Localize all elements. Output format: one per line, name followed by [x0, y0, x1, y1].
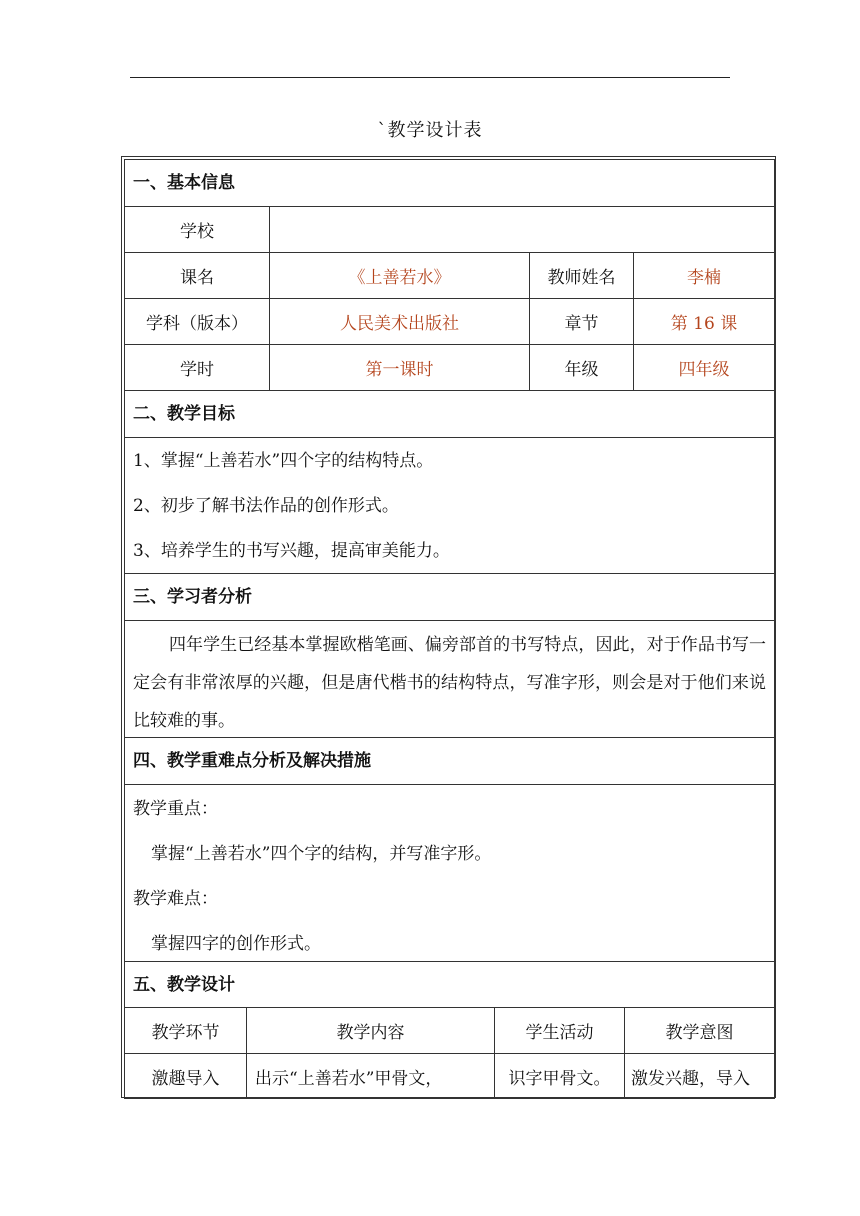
- section-learner-analysis-title: 三、学习者分析: [125, 574, 774, 621]
- row-subject: [125, 299, 774, 345]
- header-rule: [130, 77, 730, 78]
- objectives-body: [125, 438, 774, 574]
- grade-value: 四年级: [678, 360, 730, 380]
- header-stage: 教学环节: [125, 1008, 247, 1053]
- section-key-points-title: 四、教学重难点分析及解决措施: [125, 738, 774, 785]
- header-activity: 学生活动: [495, 1008, 625, 1053]
- subject-label: 学科（版本）: [125, 299, 270, 344]
- school-value: [270, 207, 774, 252]
- school-label: 学校: [125, 207, 270, 252]
- period-value: 第一课时: [270, 345, 530, 390]
- teacher-value: 李楠: [687, 268, 721, 288]
- section-teaching-design-title: 五、教学设计: [125, 962, 774, 1008]
- teacher-label: 教师姓名: [530, 253, 634, 298]
- key-point-text: 掌握“上善若水”四个字的结构，并写准字形。: [151, 844, 492, 864]
- design-header-row: [125, 1008, 774, 1054]
- chapter-value: 第 16 课: [670, 314, 738, 334]
- key-points-body: [125, 785, 774, 962]
- course-value: 《上善若水》: [270, 253, 530, 298]
- design-row: [125, 1054, 774, 1099]
- difficulty-text: 掌握四字的创作形式。: [151, 934, 321, 954]
- chapter-label: 章节: [530, 299, 634, 344]
- header-intent: 教学意图: [665, 1023, 734, 1043]
- row-course: [125, 253, 774, 299]
- section-objectives-title: 二、教学目标: [125, 391, 774, 438]
- subject-value: 人民美术出版社: [270, 299, 530, 344]
- design-activity: 识字甲骨文。: [495, 1054, 625, 1098]
- design-content: 出示“上善若水”甲骨文，: [247, 1054, 495, 1098]
- learner-analysis-body: [125, 621, 774, 738]
- difficulty-label: 教学难点：: [133, 889, 218, 909]
- design-stage: 激趣导入: [125, 1054, 247, 1098]
- key-point-label: 教学重点：: [133, 799, 218, 819]
- grade-label: 年级: [530, 345, 634, 390]
- header-content: 教学内容: [247, 1008, 495, 1053]
- period-label: 学时: [125, 345, 270, 390]
- course-label: 课名: [125, 253, 270, 298]
- objective-item: 3、培养学生的书写兴趣，提高审美能力。: [133, 541, 450, 561]
- row-period: [125, 345, 774, 391]
- learner-analysis-text: 四年学生已经基本掌握欧楷笔画、偏旁部首的书写特点，因此，对于作品书写一定会有非常浓厚的兴趣，但是唐代楷书的结构特点，写准字形，则会是对于他们来说比较难的事。: [133, 635, 766, 731]
- row-school: [125, 207, 774, 253]
- design-intent: 激发兴趣，导入: [631, 1068, 750, 1089]
- document-title: `教学设计表: [377, 120, 483, 141]
- objective-item: 1、掌握“上善若水”四个字的结构特点。: [133, 451, 434, 471]
- lesson-design-table: [124, 159, 775, 1099]
- section-basic-info-title: 一、基本信息: [125, 160, 774, 207]
- objective-item: 2、初步了解书法作品的创作形式。: [133, 496, 399, 516]
